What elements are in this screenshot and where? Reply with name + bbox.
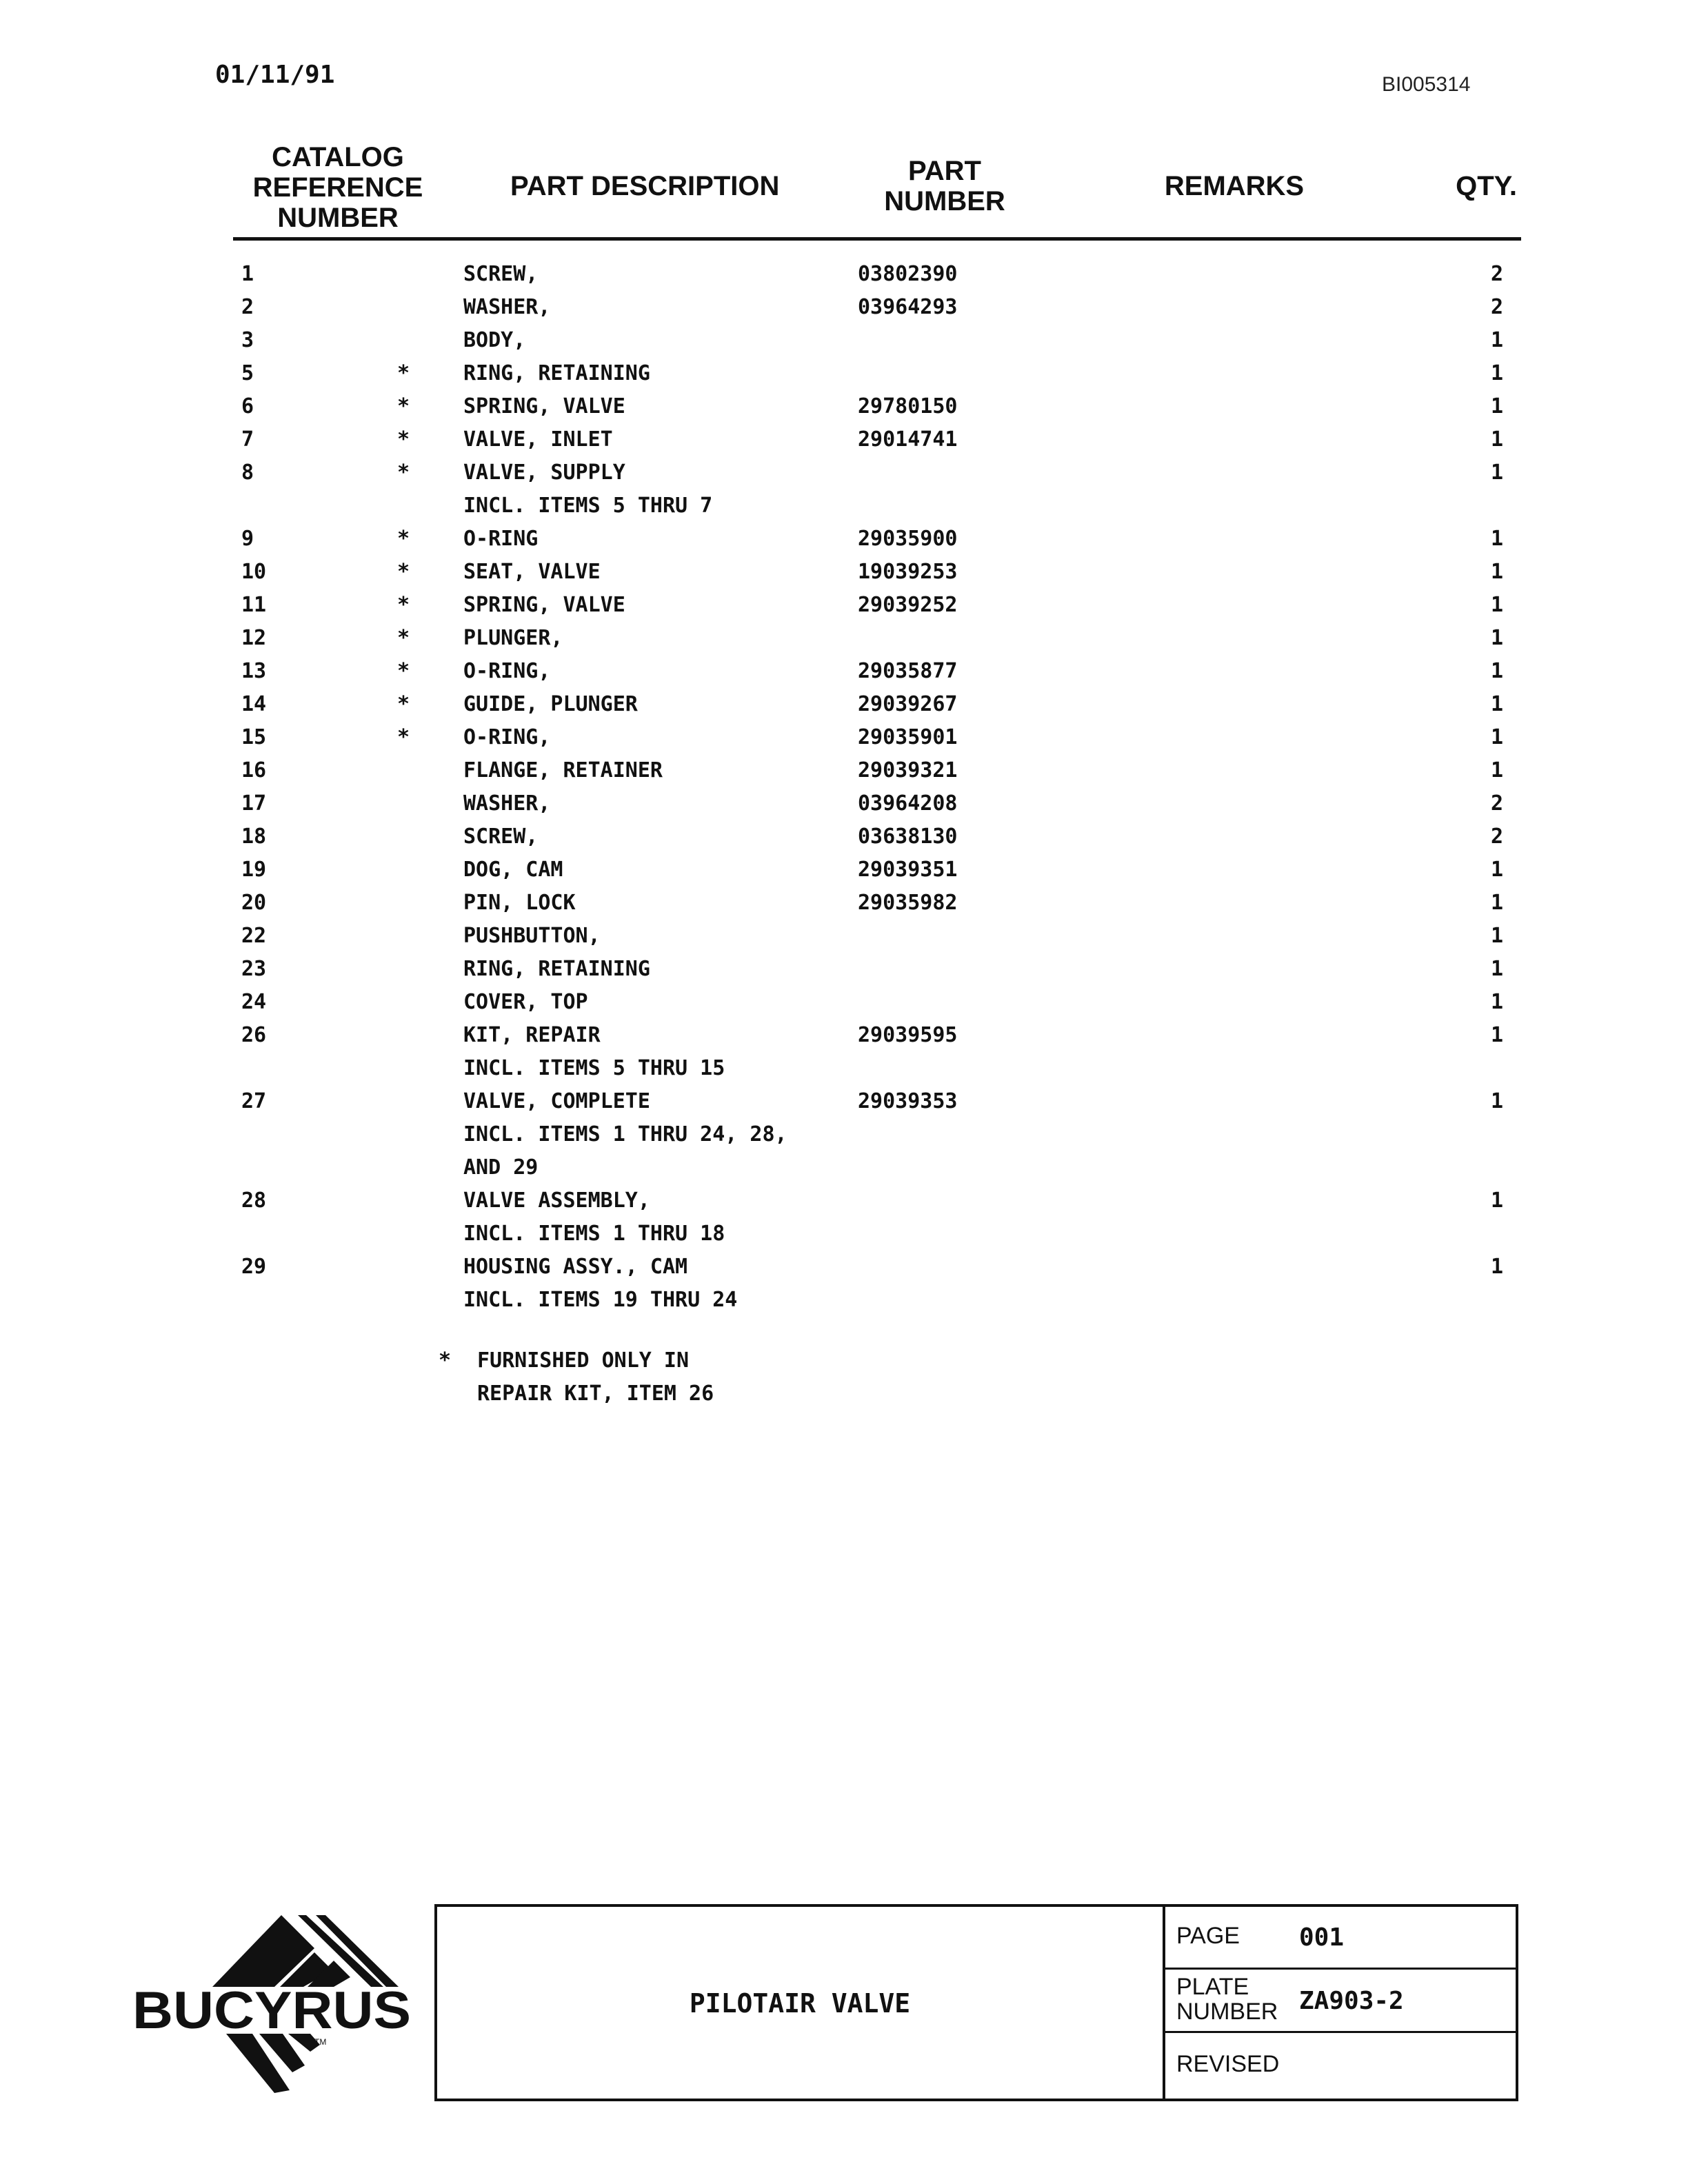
part-number-cell: 03964293 <box>858 295 958 319</box>
table-row <box>0 292 1688 325</box>
table-row <box>0 921 1688 954</box>
table-row <box>0 987 1688 1020</box>
qty-cell: 1 <box>1490 1023 1503 1047</box>
part-number-header-line: NUMBER <box>884 186 1005 216</box>
plate-number-value: ZA903-2 <box>1299 1987 1404 2015</box>
page-value: 001 <box>1299 1923 1345 1952</box>
part-description-cell: FLANGE, RETAINER <box>463 758 663 782</box>
bucyrus-logo <box>130 1910 419 2103</box>
table-row <box>0 458 1688 491</box>
part-description-cell: VALVE ASSEMBLY, <box>463 1189 650 1213</box>
part-number-cell: 29035982 <box>858 891 958 915</box>
table-row <box>0 325 1688 358</box>
qty-cell: 1 <box>1490 692 1503 716</box>
qty-cell: 2 <box>1490 825 1503 849</box>
table-row <box>0 656 1688 689</box>
catalog-ref-cell: 10 <box>241 560 267 584</box>
catalog-ref-cell: 3 <box>241 328 254 352</box>
repair-kit-marker: * <box>397 725 410 749</box>
qty-cell: 2 <box>1490 791 1503 816</box>
table-row <box>0 392 1688 425</box>
catalog-header-line: CATALOG <box>272 142 404 172</box>
qty-cell: 1 <box>1490 924 1503 948</box>
repair-kit-marker: * <box>397 527 410 551</box>
catalog-ref-cell: 7 <box>241 427 254 452</box>
part-description-cell: INCL. ITEMS 5 THRU 7 <box>463 494 713 518</box>
table-row <box>0 689 1688 722</box>
catalog-ref-cell: 15 <box>241 725 267 749</box>
catalog-ref-cell: 9 <box>241 527 254 551</box>
repair-kit-marker: * <box>397 461 410 485</box>
qty-cell: 1 <box>1490 858 1503 882</box>
document-id: BI005314 <box>1382 73 1471 96</box>
table-row <box>0 590 1688 623</box>
footnote-symbol: * <box>439 1348 452 1373</box>
part-number-cell: 29039252 <box>858 593 958 617</box>
header-rule <box>233 237 1521 241</box>
part-description-cell: VALVE, INLET <box>463 427 613 452</box>
part-description-cell: INCL. ITEMS 5 THRU 15 <box>463 1056 725 1080</box>
qty-cell: 1 <box>1490 527 1503 551</box>
part-description-cell: SPRING, VALVE <box>463 593 625 617</box>
catalog-ref-cell: 28 <box>241 1189 267 1213</box>
table-row <box>0 1219 1688 1252</box>
column-header-catalog-reference <box>234 142 441 233</box>
part-description-cell: SEAT, VALVE <box>463 560 601 584</box>
footnote-line: REPAIR KIT, ITEM 26 <box>477 1382 714 1406</box>
qty-cell: 1 <box>1490 328 1503 352</box>
part-number-cell: 03964208 <box>858 791 958 816</box>
table-row <box>0 1053 1688 1086</box>
catalog-ref-cell: 18 <box>241 825 267 849</box>
footnote <box>439 1344 714 1410</box>
part-description-cell: INCL. ITEMS 19 THRU 24 <box>463 1288 738 1312</box>
part-description-cell: PLUNGER, <box>463 626 563 650</box>
part-description-cell: SCREW, <box>463 825 539 849</box>
table-row <box>0 358 1688 392</box>
qty-cell: 1 <box>1490 990 1503 1014</box>
part-description-cell: O-RING <box>463 527 539 551</box>
plate-number-label <box>1176 1974 1278 2024</box>
part-number-cell: 29035901 <box>858 725 958 749</box>
part-description-cell: VALVE, COMPLETE <box>463 1089 650 1113</box>
part-description-cell: COVER, TOP <box>463 990 588 1014</box>
table-row <box>0 789 1688 822</box>
qty-cell: 2 <box>1490 295 1503 319</box>
qty-cell: 1 <box>1490 1189 1503 1213</box>
qty-cell: 1 <box>1490 725 1503 749</box>
table-row <box>0 855 1688 888</box>
document-date: 01/11/91 <box>215 61 335 89</box>
catalog-ref-cell: 27 <box>241 1089 267 1113</box>
qty-cell: 2 <box>1490 262 1503 286</box>
part-description-cell: HOUSING ASSY., CAM <box>463 1255 688 1279</box>
table-row <box>0 1186 1688 1219</box>
part-description-cell: O-RING, <box>463 659 551 683</box>
part-number-cell: 29039321 <box>858 758 958 782</box>
logo-wordmark: BUCYRUS <box>132 1981 411 2040</box>
table-row <box>0 1020 1688 1053</box>
table-row <box>0 491 1688 524</box>
revised-label: REVISED <box>1176 2051 1280 2077</box>
catalog-ref-cell: 26 <box>241 1023 267 1047</box>
part-number-cell: 03638130 <box>858 825 958 849</box>
qty-cell: 1 <box>1490 957 1503 981</box>
part-number-cell: 29039351 <box>858 858 958 882</box>
title-block-rule <box>1163 1968 1518 1970</box>
column-header-part-number <box>855 156 1034 216</box>
repair-kit-marker: * <box>397 560 410 584</box>
table-row <box>0 954 1688 987</box>
table-row <box>0 888 1688 921</box>
catalog-ref-cell: 20 <box>241 891 267 915</box>
part-description-cell: RING, RETAINING <box>463 957 650 981</box>
plate-label-line: NUMBER <box>1176 1999 1278 2025</box>
catalog-ref-cell: 16 <box>241 758 267 782</box>
part-description-cell: SPRING, VALVE <box>463 394 625 418</box>
part-number-cell: 29039595 <box>858 1023 958 1047</box>
catalog-ref-cell: 2 <box>241 295 254 319</box>
catalog-ref-cell: 14 <box>241 692 267 716</box>
part-description-cell: INCL. ITEMS 1 THRU 18 <box>463 1222 725 1246</box>
assembly-title: PILOTAIR VALVE <box>689 1988 911 2019</box>
part-description-cell: O-RING, <box>463 725 551 749</box>
catalog-ref-cell: 17 <box>241 791 267 816</box>
table-row <box>0 623 1688 656</box>
qty-cell: 1 <box>1490 361 1503 385</box>
part-description-cell: BODY, <box>463 328 526 352</box>
column-header-qty: QTY. <box>1456 171 1517 201</box>
part-description-cell: WASHER, <box>463 791 551 816</box>
catalog-ref-cell: 29 <box>241 1255 267 1279</box>
table-row <box>0 1120 1688 1153</box>
catalog-ref-cell: 13 <box>241 659 267 683</box>
part-description-cell: PUSHBUTTON, <box>463 924 601 948</box>
part-number-cell: 03802390 <box>858 262 958 286</box>
part-number-cell: 29035877 <box>858 659 958 683</box>
catalog-ref-cell: 6 <box>241 394 254 418</box>
table-row <box>0 1153 1688 1186</box>
column-header-remarks: REMARKS <box>1164 171 1305 201</box>
part-number-cell: 19039253 <box>858 560 958 584</box>
table-row <box>0 259 1688 292</box>
repair-kit-marker: * <box>397 626 410 650</box>
column-header-part-description: PART DESCRIPTION <box>510 171 780 201</box>
parts-list <box>0 259 1688 1318</box>
catalog-ref-cell: 19 <box>241 858 267 882</box>
part-description-cell: KIT, REPAIR <box>463 1023 601 1047</box>
qty-cell: 1 <box>1490 593 1503 617</box>
catalog-ref-cell: 1 <box>241 262 254 286</box>
qty-cell: 1 <box>1490 560 1503 584</box>
qty-cell: 1 <box>1490 758 1503 782</box>
part-number-cell: 29035900 <box>858 527 958 551</box>
plate-label-line: PLATE <box>1176 1974 1249 2000</box>
catalog-header-line: REFERENCE <box>252 172 423 203</box>
table-row <box>0 1252 1688 1285</box>
page-label: PAGE <box>1176 1923 1240 1949</box>
part-description-cell: AND 29 <box>463 1155 539 1180</box>
part-description-cell: SCREW, <box>463 262 539 286</box>
catalog-ref-cell: 22 <box>241 924 267 948</box>
catalog-ref-cell: 5 <box>241 361 254 385</box>
repair-kit-marker: * <box>397 593 410 617</box>
repair-kit-marker: * <box>397 394 410 418</box>
catalog-ref-cell: 11 <box>241 593 267 617</box>
qty-cell: 1 <box>1490 659 1503 683</box>
repair-kit-marker: * <box>397 361 410 385</box>
table-row <box>0 822 1688 855</box>
qty-cell: 1 <box>1490 461 1503 485</box>
logo-trademark: TM <box>314 2037 327 2047</box>
part-number-cell: 29780150 <box>858 394 958 418</box>
repair-kit-marker: * <box>397 692 410 716</box>
qty-cell: 1 <box>1490 394 1503 418</box>
part-description-cell: WASHER, <box>463 295 551 319</box>
qty-cell: 1 <box>1490 626 1503 650</box>
footnote-line: FURNISHED ONLY IN <box>477 1348 690 1373</box>
part-number-header-line: PART <box>908 156 981 186</box>
title-block-rule <box>1163 2031 1518 2033</box>
table-row <box>0 524 1688 557</box>
qty-cell: 1 <box>1490 1089 1503 1113</box>
catalog-ref-cell: 23 <box>241 957 267 981</box>
catalog-header-line: NUMBER <box>277 203 399 233</box>
part-description-cell: PIN, LOCK <box>463 891 576 915</box>
qty-cell: 1 <box>1490 891 1503 915</box>
part-description-cell: GUIDE, PLUNGER <box>463 692 638 716</box>
catalog-ref-cell: 24 <box>241 990 267 1014</box>
table-row <box>0 1086 1688 1120</box>
qty-cell: 1 <box>1490 427 1503 452</box>
part-number-cell: 29039353 <box>858 1089 958 1113</box>
table-row <box>0 1285 1688 1318</box>
title-block-divider <box>1163 1904 1165 2101</box>
catalog-ref-cell: 8 <box>241 461 254 485</box>
table-row <box>0 425 1688 458</box>
table-row <box>0 557 1688 590</box>
table-row <box>0 756 1688 789</box>
catalog-ref-cell: 12 <box>241 626 267 650</box>
part-description-cell: DOG, CAM <box>463 858 563 882</box>
qty-cell: 1 <box>1490 1255 1503 1279</box>
part-number-cell: 29039267 <box>858 692 958 716</box>
repair-kit-marker: * <box>397 427 410 452</box>
table-row <box>0 722 1688 756</box>
part-number-cell: 29014741 <box>858 427 958 452</box>
part-description-cell: RING, RETAINING <box>463 361 650 385</box>
part-description-cell: INCL. ITEMS 1 THRU 24, 28, <box>463 1122 787 1146</box>
repair-kit-marker: * <box>397 659 410 683</box>
part-description-cell: VALVE, SUPPLY <box>463 461 625 485</box>
